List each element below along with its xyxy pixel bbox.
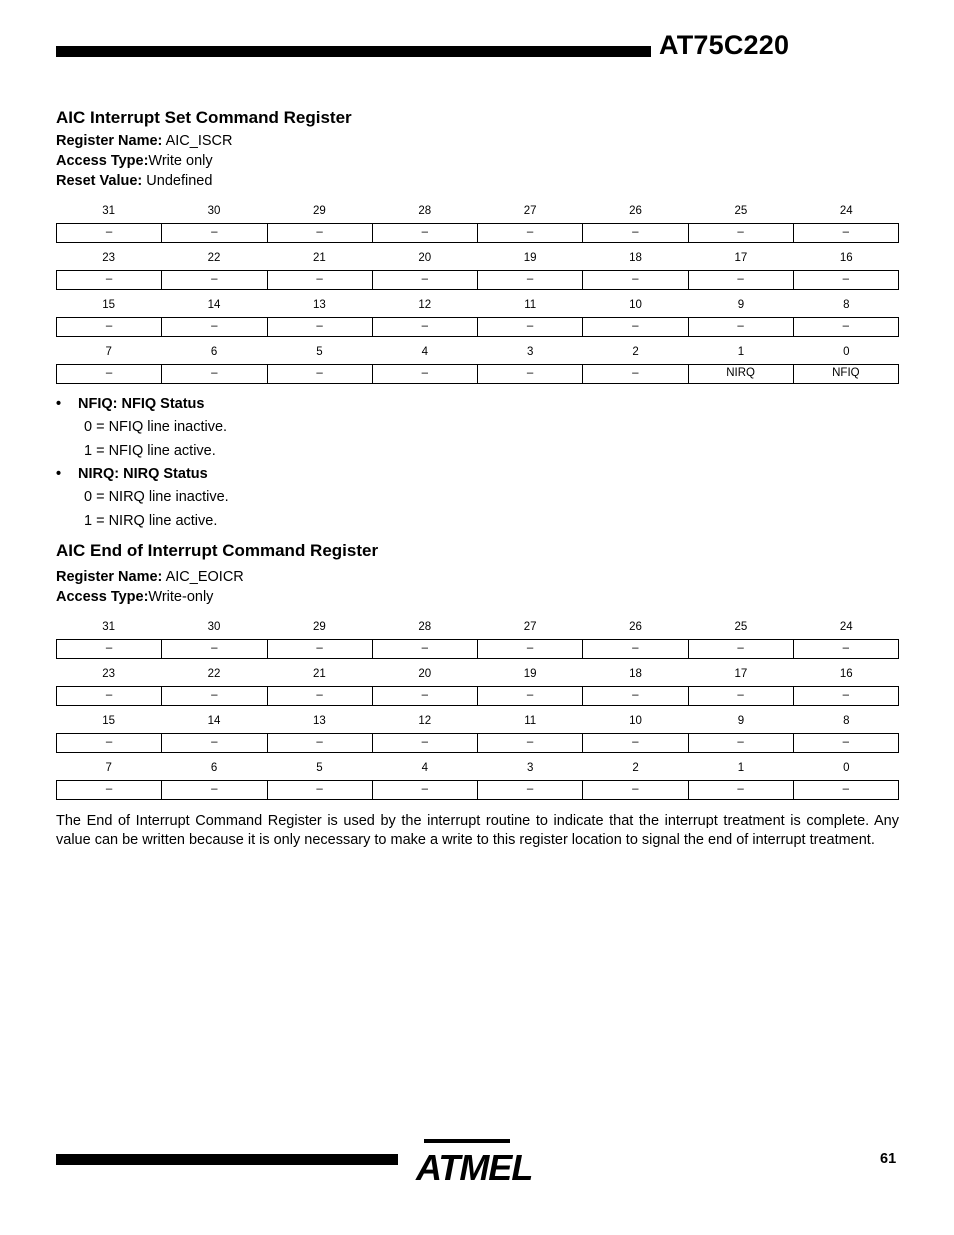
bit-field-cell: – [688,781,793,799]
bit-field-cell: – [477,781,582,799]
bit-field-cell: – [688,687,793,705]
bit-field-cell: – [372,365,477,383]
bit-number: 4 [421,346,429,358]
bit-number: 14 [207,299,221,311]
bit-field-row [56,780,899,800]
bit-field-cell: – [105,689,113,701]
bit-number: 21 [313,668,326,680]
bit-field-cell: – [267,687,372,705]
register-row [56,762,899,809]
footer-rule [56,1154,398,1165]
bit-field-cell: – [688,318,793,336]
bit-number: 3 [526,762,534,774]
section-title-eoicr: AIC End of Interrupt Command Register [56,541,379,560]
bit-number: 8 [843,299,850,311]
bit-field-cell: – [105,320,113,332]
bit-number: 15 [102,299,116,311]
bit-field-cell: NIRQ [688,365,793,383]
bit-field-cell: – [477,271,582,289]
bit-number: 5 [316,346,323,358]
bit-number: 11 [524,715,537,727]
bit-number: 10 [629,299,642,311]
bit-number: 9 [737,715,745,727]
bit-field-cell: – [793,271,898,289]
bit-field-cell: – [267,224,372,242]
bit-field-cell: – [161,271,266,289]
bit-number: 18 [629,252,642,264]
bit-number: 27 [523,205,537,217]
bit-field-cell: – [582,734,687,752]
bit-number: 1 [737,762,745,774]
bit-number: 23 [102,252,116,264]
bit-field-cell: – [161,687,266,705]
page-number: 61 [880,1151,897,1167]
bit-number: 29 [313,621,326,633]
bit-field-cell: – [267,734,372,752]
bit-number: 11 [524,299,537,311]
bit-number-row [56,621,899,637]
bit-number: 30 [207,205,221,217]
bit-field-cell: – [688,271,793,289]
bit-number: 13 [313,715,326,727]
bit-number: 7 [105,346,112,358]
bit-field-cell: – [105,783,113,795]
bit-field-cell: – [477,365,582,383]
access-type-line: Access Type:Write only [56,153,213,169]
bit-field-cell: – [793,687,898,705]
atmel-logo [414,1137,533,1190]
bit-number: 18 [629,668,642,680]
register-row [56,715,899,762]
bit-field-cell: – [793,781,898,799]
access-type-line: Access Type:Write-only [56,589,214,605]
bit-number: 22 [207,668,221,680]
bit-field-cell: – [372,271,477,289]
bit-field-cell: – [372,687,477,705]
bit-field-cell: – [582,687,687,705]
bit-number: 19 [523,252,537,264]
bit-field-cell: – [582,318,687,336]
register-row [56,252,899,299]
bit-field-cell: – [372,224,477,242]
bit-number-row [56,252,899,268]
bit-number-row [56,346,899,362]
bit-number-row [56,299,899,315]
register-row [56,621,899,668]
bit-field-cell: – [267,318,372,336]
bit-number: 15 [102,715,116,727]
bit-number: 21 [313,252,326,264]
bit-number: 19 [523,668,537,680]
bit-field-row [56,270,899,290]
bit-number: 28 [418,621,432,633]
field-description: 0 = NFIQ line inactive. [84,419,228,435]
bit-number: 9 [737,299,745,311]
register-name-line: Register Name: AIC_ISCR [56,133,233,149]
bit-number: 8 [843,715,850,727]
bit-field-cell: – [161,224,266,242]
bit-field-cell: – [161,734,266,752]
field-description: 1 = NFIQ line active. [84,443,216,459]
bit-field-cell: – [105,226,113,238]
bit-number: 17 [734,668,748,680]
bit-field-cell: – [372,734,477,752]
document-title: AT75C220 [659,30,790,60]
bit-field-row [56,733,899,753]
bit-number-row [56,668,899,684]
bit-number: 26 [629,205,642,217]
bit-number: 2 [632,346,639,358]
bit-number: 0 [843,762,850,774]
bit-field-cell: – [105,367,113,379]
bit-number: 23 [102,668,116,680]
bit-number: 10 [629,715,642,727]
bit-field-cell: – [372,640,477,658]
bit-field-cell: – [477,318,582,336]
section-title-iscr: AIC Interrupt Set Command Register [56,108,352,127]
bit-number: 16 [839,252,853,264]
bit-number: 31 [102,621,116,633]
bit-number-row [56,205,899,221]
bit-number-row [56,762,899,778]
bit-number: 6 [210,762,218,774]
bit-number: 4 [421,762,429,774]
bit-field-row [56,686,899,706]
reset-value-line: Reset Value: Undefined [56,173,213,189]
register-name-line: Register Name: AIC_EOICR [56,569,244,585]
bit-field-cell: NFIQ [793,365,898,383]
bit-number: 20 [418,668,432,680]
bit-field-cell: – [161,781,266,799]
bit-field-cell: – [161,365,266,383]
bit-number: 22 [207,252,221,264]
bit-field-cell: – [582,224,687,242]
register-row [56,346,899,393]
bit-field-cell: – [477,640,582,658]
bit-number: 25 [734,205,748,217]
bit-field-cell: – [688,640,793,658]
bit-number: 12 [418,299,432,311]
description-paragraph: The End of Interrupt Command Register is used by the interrupt routine to indicate that the interrupt treatment is complete. Any value can be written because it is only necessary to make a write to this register location to signal the end of interrupt treatment. [56,813,899,848]
bit-number: 24 [839,621,853,633]
bit-field-cell: – [105,642,113,654]
svg-text:ATMEL: ATMEL [416,1147,533,1188]
bit-field-cell: – [582,365,687,383]
bit-field-cell: – [477,734,582,752]
bit-field-cell: – [267,781,372,799]
bit-field-cell: – [688,734,793,752]
register-row [56,668,899,715]
bit-field-cell: – [793,640,898,658]
bit-number: 1 [737,346,745,358]
bit-number: 17 [734,252,748,264]
bit-field-cell: – [372,318,477,336]
bit-number: 26 [629,621,642,633]
bit-number: 25 [734,621,748,633]
bit-field-row [56,639,899,659]
field-description: 1 = NIRQ line active. [84,513,218,529]
bit-field-cell: – [105,736,113,748]
bit-field-cell: – [267,271,372,289]
bit-field-row [56,364,899,384]
bit-number: 14 [207,715,221,727]
field-description: 0 = NIRQ line inactive. [84,489,229,505]
bit-field-cell: – [793,224,898,242]
bit-number: 28 [418,205,432,217]
bit-number: 31 [102,205,116,217]
bit-number: 29 [313,205,326,217]
bit-field-cell: – [477,224,582,242]
bit-number: 2 [632,762,639,774]
bit-number: 5 [316,762,323,774]
bit-field-cell: – [688,224,793,242]
bit-number: 7 [105,762,112,774]
bit-number: 0 [843,346,850,358]
bit-number: 6 [210,346,218,358]
register-row [56,299,899,346]
bit-field-cell: – [582,271,687,289]
bit-field-cell: – [372,781,477,799]
bit-field-cell: – [477,687,582,705]
bit-number: 20 [418,252,432,264]
bit-number: 30 [207,621,221,633]
bit-field-cell: – [267,640,372,658]
bit-number: 24 [839,205,853,217]
bit-number-row [56,715,899,731]
register-row [56,205,899,252]
header-rule [56,46,651,57]
bit-field-row [56,317,899,337]
bit-number: 3 [526,346,534,358]
bit-field-cell: – [793,318,898,336]
bit-field-cell: – [161,318,266,336]
bit-field-cell: – [582,640,687,658]
bit-field-cell: – [793,734,898,752]
bit-field-cell: – [105,273,113,285]
bit-number: 16 [839,668,853,680]
bit-field-cell: – [582,781,687,799]
field-item: • NIRQ: NIRQ Status [56,466,208,482]
field-item: • NFIQ: NFIQ Status [56,396,205,412]
bit-number: 13 [313,299,326,311]
bit-field-row [56,223,899,243]
bit-number: 12 [418,715,432,727]
bit-field-cell: – [161,640,266,658]
bit-number: 27 [523,621,537,633]
bit-field-cell: – [267,365,372,383]
